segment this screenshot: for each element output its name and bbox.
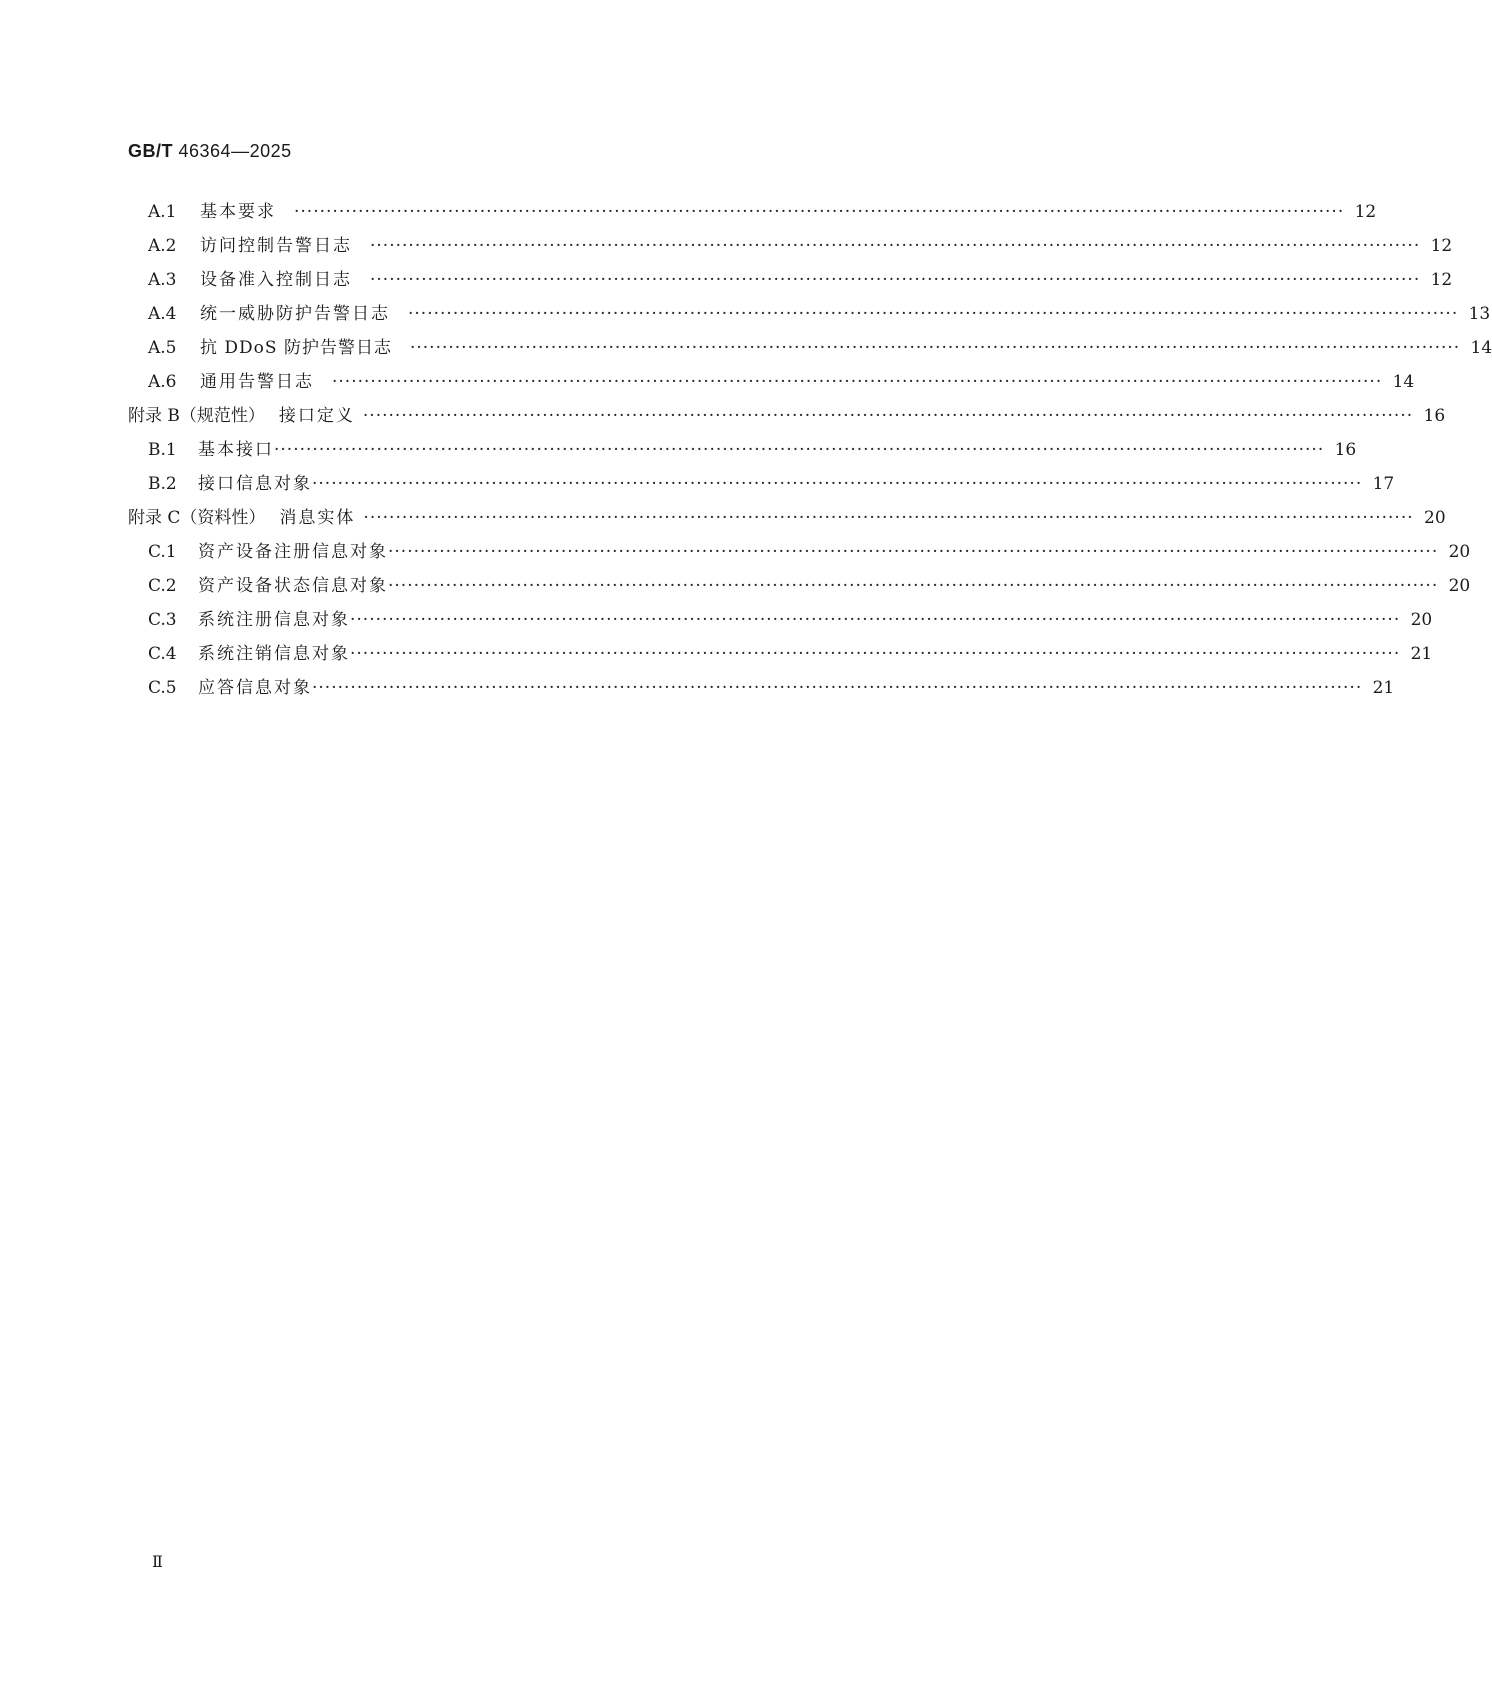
- toc-leader-dots: ····································································································································································: [332, 372, 1383, 392]
- toc-entry-number: C.1: [148, 542, 177, 562]
- toc-entry-page: 21: [1372, 678, 1395, 698]
- toc-leader-dots: ····································································································································································: [274, 440, 1325, 460]
- toc-entry-number: A.3: [148, 270, 177, 290]
- toc-entry[interactable]: [148, 537, 1471, 567]
- toc-entry-page: 20: [1410, 610, 1433, 630]
- toc-entry-title: 接口定义: [278, 406, 355, 426]
- toc-entry-title: 系统注销信息对象: [198, 644, 350, 664]
- toc-entry-title: 基本接口: [198, 440, 274, 460]
- toc-entry-number: C.4: [148, 644, 177, 664]
- toc-entry-page: 12: [1430, 236, 1453, 256]
- toc-entry-page: 12: [1354, 202, 1377, 222]
- toc-entry-title: 接口信息对象: [198, 474, 312, 494]
- toc-leader-dots: ····································································································································································: [350, 610, 1401, 630]
- toc-entry-page: 20: [1448, 576, 1471, 596]
- toc-entry-page: 12: [1430, 270, 1453, 290]
- toc-entry-title: 基本要求: [200, 202, 276, 222]
- toc-entry-number: 附录 B（规范性）: [128, 406, 265, 426]
- toc-entry[interactable]: [148, 469, 1395, 499]
- document-code: [128, 141, 292, 162]
- toc-leader-dots: ····································································································································································: [312, 678, 1363, 698]
- toc-entry-title: 访问控制告警日志: [200, 236, 352, 256]
- toc-entry-page: 20: [1424, 508, 1446, 528]
- toc-leader-dots: ····································································································································································: [312, 474, 1363, 494]
- toc-leader-dots: ····································································································································································: [294, 202, 1345, 222]
- toc-entry-number: B.1: [148, 440, 177, 460]
- toc-leader-dots: ····································································································································································: [388, 542, 1439, 562]
- toc-leader-dots: ····································································································································································: [350, 644, 1401, 664]
- toc-entry-number: C.5: [148, 678, 177, 698]
- toc-entry-number: A.1: [148, 202, 177, 222]
- toc-entry-number: C.3: [148, 610, 177, 630]
- toc-entry-page: 14: [1470, 338, 1492, 358]
- toc-entry-title: 应答信息对象: [198, 678, 312, 698]
- toc-entry-number: A.4: [148, 304, 177, 324]
- toc-entry-title: 系统注册信息对象: [198, 610, 350, 630]
- toc-entry-title: 通用告警日志: [200, 372, 314, 392]
- toc-entry[interactable]: [148, 231, 1453, 261]
- toc-entry-page: 17: [1372, 474, 1395, 494]
- toc-entry-number: 附录 C（资料性）: [128, 508, 266, 528]
- toc-entry-title: 抗 DDoS 防护告警日志: [200, 338, 392, 358]
- toc-entry-page: 16: [1423, 406, 1446, 426]
- toc-leader-dots: ····································································································································································: [388, 576, 1439, 596]
- toc-entry-page: 21: [1410, 644, 1433, 664]
- toc-entry-title: 设备准入控制日志: [200, 270, 352, 290]
- toc-entry[interactable]: [148, 605, 1433, 635]
- toc-appendix-entry[interactable]: [128, 503, 1446, 533]
- toc-entry[interactable]: [148, 197, 1377, 227]
- toc-entry[interactable]: [148, 571, 1471, 601]
- toc-entry[interactable]: [148, 639, 1433, 669]
- standard-prefix: GB/T: [128, 141, 173, 161]
- toc-entry-page: 20: [1448, 542, 1471, 562]
- toc-entry-number: A.5: [148, 338, 177, 358]
- toc-leader-dots: ····································································································································································: [370, 236, 1421, 256]
- toc-entry[interactable]: [148, 299, 1491, 329]
- toc-leader-dots: ····································································································································································: [363, 508, 1414, 528]
- toc-entry[interactable]: [148, 265, 1453, 295]
- toc-entry-number: A.2: [148, 236, 177, 256]
- toc-entry-page: 16: [1334, 440, 1357, 460]
- toc-leader-dots: ····································································································································································: [362, 406, 1414, 426]
- toc-entry-title: 消息实体: [279, 508, 356, 528]
- toc-entry-title: 统一威胁防护告警日志: [200, 304, 390, 324]
- toc-entry-number: C.2: [148, 576, 177, 596]
- toc-leader-dots: ····································································································································································: [370, 270, 1421, 290]
- toc-appendix-entry[interactable]: [128, 401, 1446, 431]
- toc-entry-page: 13: [1468, 304, 1491, 324]
- toc-leader-dots: ····································································································································································: [408, 304, 1459, 324]
- toc-entry-title: 资产设备注册信息对象: [198, 542, 388, 562]
- page-number: Ⅱ: [152, 1552, 163, 1571]
- toc-leader-dots: ····································································································································································: [409, 338, 1461, 358]
- toc-entry[interactable]: [148, 367, 1415, 397]
- toc-entry-title: 资产设备状态信息对象: [198, 576, 388, 596]
- toc-entry[interactable]: [148, 435, 1357, 465]
- toc-entry[interactable]: [148, 673, 1395, 703]
- toc-entry-number: A.6: [148, 372, 177, 392]
- toc-entry[interactable]: [148, 333, 1492, 363]
- toc-entry-page: 14: [1392, 372, 1415, 392]
- toc-entry-number: B.2: [148, 474, 177, 494]
- standard-number: 46364—2025: [178, 141, 292, 161]
